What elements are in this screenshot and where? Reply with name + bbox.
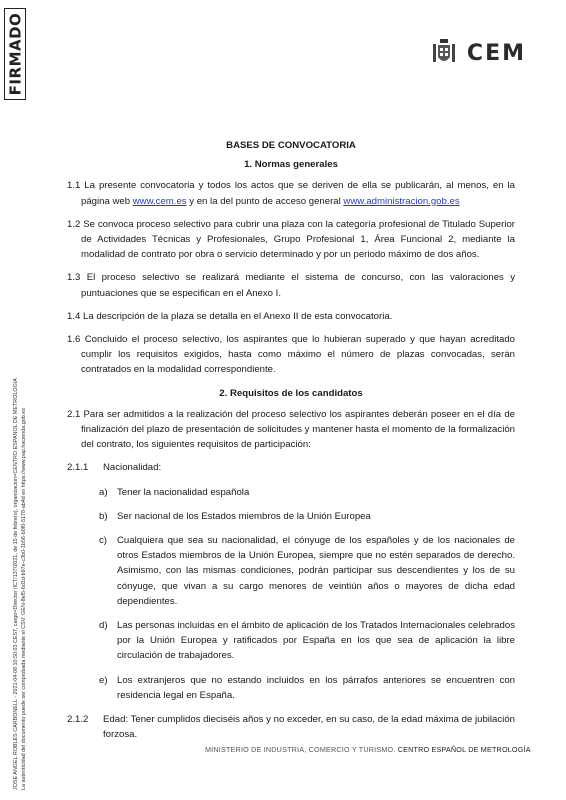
document-body <box>67 138 515 752</box>
subsection-number: 2.1.2 <box>67 714 89 726</box>
list-item <box>99 485 515 500</box>
stamp-text: FIRMADO <box>6 12 24 96</box>
administracion-link[interactable]: www.administracion.gob.es <box>343 195 460 207</box>
list-letter: a) <box>99 486 108 498</box>
list-letter: b) <box>99 510 108 522</box>
spain-coat-of-arms-icon <box>431 38 457 68</box>
csv-line: La autenticidad del documento puede ser comprobada mediante el CSV: GEN-8ef5-6d1d-b97e-c3b0-1b56-b0f0-5178-ab4d en https://www.pap.hacienda.gob.es <box>20 408 27 790</box>
document-title: BASES DE CONVOCATORIA <box>226 140 356 151</box>
section1-title: 1. Normas generales <box>244 159 338 171</box>
subsection-text: Edad: Tener cumplidos dieciséis años y no exceder, en su caso, de la edad máxima de jubilación forzosa. <box>103 714 515 741</box>
list-text: Tener la nacionalidad española <box>117 486 250 498</box>
paragraph-1-1 <box>67 178 515 208</box>
signature-stamp <box>4 8 26 100</box>
list-item <box>99 673 515 703</box>
subsection-2-1-1 <box>67 460 515 475</box>
list-item <box>99 509 515 524</box>
footer-ministry: MINISTERIO DE INDUSTRIA, COMERCIO Y TURISMO. <box>205 745 398 754</box>
section2-title: 2. Requisitos de los candidatos <box>219 387 363 399</box>
paragraph-1-2: 1.2 Se convoca proceso selectivo para cubrir una plaza con la categoría profesional de Titulado Superior de Actividades Técnicas y Profesionales, Grupo Profesional 1, Área Funcional 2, mediante la modalidad de contrato por obra o servicio determinado y por un periodo máximo de dos años. <box>67 218 515 261</box>
list-letter: e) <box>99 674 108 686</box>
subsection-number: 2.1.1 <box>67 462 89 474</box>
paragraph-1-6: 1.6 Concluido el proceso selectivo, los aspirantes que lo hubieran superado y que hayan acreditado cumplir los requisitos exigidos, hasta como máximo el número de plazas convocadas, serán contratados en la modalidad correspondiente. <box>67 334 515 376</box>
list-letter: d) <box>99 620 108 632</box>
page-footer <box>205 745 535 754</box>
list-text: Los extranjeros que no estando incluidos en los párrafos anteriores se encuentren con residencia legal en España. <box>117 674 515 701</box>
cem-logo: CEM <box>466 40 526 66</box>
subsection-text: Nacionalidad: <box>103 462 162 474</box>
list-item <box>99 618 515 664</box>
cem-link[interactable]: www.cem.es <box>132 195 187 207</box>
p1-1-prefix: 1.1 La presente convocatoria y todos los actos que se deriven de ella se publicarán, al menos, en la página web <box>67 180 515 207</box>
footer-org: CENTRO ESPAÑOL DE METROLOGÍA <box>397 745 531 754</box>
list-item <box>99 533 515 609</box>
p1-1-middle: y en la del punto de acceso general <box>186 195 344 207</box>
paragraph-2-1: 2.1 Para ser admitidos a la realización del proceso selectivo los aspirantes deberán poseer en el día de finalización del plazo de presentación de solicitudes y mantener hasta el momento de la formalización del contrato, los siguientes requisitos de participación: <box>67 408 515 451</box>
paragraph-1-3: 1.3 El proceso selectivo se realizará mediante el sistema de concurso, con las valoraciones y puntuaciones que se especifican en el Anexo I. <box>67 272 515 299</box>
header-logos <box>431 38 526 68</box>
paragraph-1-4: 1.4 La descripción de la plaza se detalla en el Anexo II de esta convocatoria. <box>67 310 393 322</box>
signer-line: JOSE ANGEL ROBLES CARBONELL - 2021-04-08 10:50:03 CEST, cargo=Director (ICT/137/2021, de 15 de febrero), organizacion=CENTRO ESPAÑOL DE METROLOGIA <box>13 378 19 790</box>
list-text: Cualquiera que sea su nacionalidad, el cónyuge de los españoles y de los nacionales de otros Estados miembros de la Unión Europea, siempre que no estén separados de derecho. Asimismo, con las mismas condiciones, podrán participar sus descendientes y los de su cónyuge, que vivan a su cargo menores de veintiún años o mayores de dicha edad dependientes. <box>117 535 515 607</box>
nationality-list <box>99 485 515 703</box>
list-text: Las personas incluidas en el ámbito de aplicación de los Tratados Internacionales celebrados por la Unión Europea y ratificados por España en los que sea de aplicación la libre circulación de trabajadores. <box>117 620 515 662</box>
list-letter: c) <box>99 535 107 547</box>
subsection-2-1-2 <box>67 712 515 742</box>
list-text: Ser nacional de los Estados miembros de la Unión Europea <box>117 510 371 522</box>
side-verification-note <box>0 300 26 790</box>
